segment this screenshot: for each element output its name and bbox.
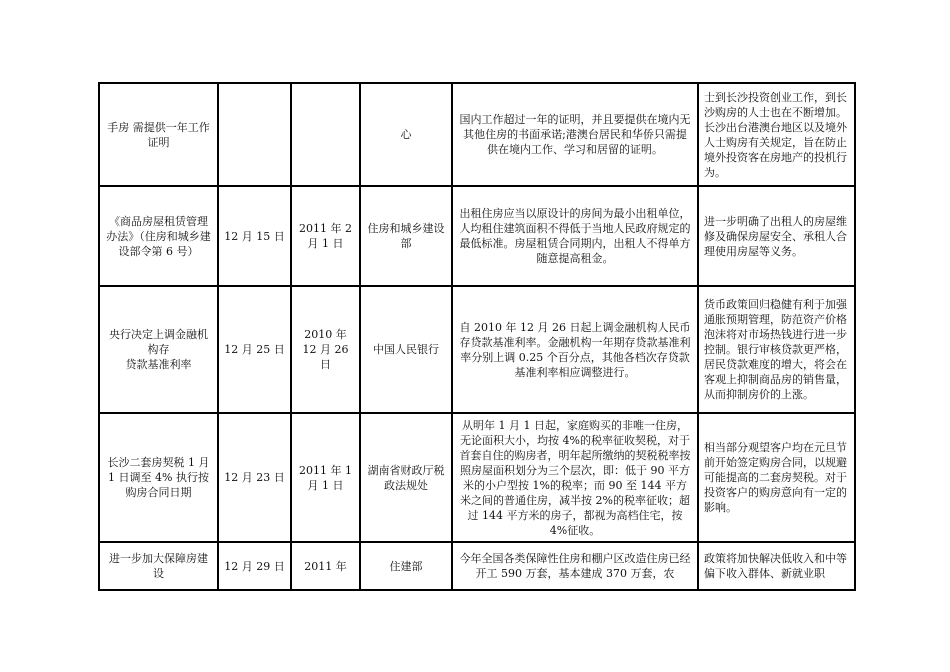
impact-cell: 货币政策回归稳健有利于加强通胀预期管理，防范资产价格泡沫将对市场热钱进行进一步控制。银行审核贷款更严格，居民贷款难度的增大，将会在客观上抑制商品房的销售量，从而抑制房价的上涨。 bbox=[698, 286, 855, 413]
policy-table bbox=[98, 82, 856, 591]
impact-cell: 士到长沙投资创业工作，到长沙购房的人士也在不断增加。长沙出台港澳台地区以及境外人士购房有关规定，旨在防止境外投资客在房地产的投机行为。 bbox=[698, 83, 855, 186]
table-row bbox=[99, 286, 855, 413]
department-cell: 心 bbox=[360, 83, 452, 186]
impact-cell: 进一步明确了出租人的房屋维修及确保房屋安全、承租人合理使用房屋等义务。 bbox=[698, 186, 855, 286]
effective-date-cell: 2011 年 2 月 1 日 bbox=[291, 186, 360, 286]
content-cell: 今年全国各类保障性住房和棚户区改造住房已经开工 590 万套，基本建成 370 万套，农 bbox=[452, 542, 698, 590]
content-cell: 出租住房应当以原设计的房间为最小出租单位，人均租住建筑面积不得低于当地人民政府规定的最低标准。房屋租赁合同期内，出租人不得单方随意提高租金。 bbox=[452, 186, 698, 286]
policy-name-cell: 长沙二套房契税 1 月 1 日调至 4% 执行按购房合同日期 bbox=[99, 413, 218, 542]
release-date-cell bbox=[218, 83, 291, 186]
policy-name-cell: 手房 需提供一年工作证明 bbox=[99, 83, 218, 186]
release-date-cell: 12 月 25 日 bbox=[218, 286, 291, 413]
release-date-cell: 12 月 15 日 bbox=[218, 186, 291, 286]
content-cell: 自 2010 年 12 月 26 日起上调金融机构人民币存贷款基准利率。金融机构一年期存贷款基准利率分别上调 0.25 个百分点，其他各档次存贷款基准利率相应调整进行。 bbox=[452, 286, 698, 413]
release-date-cell: 12 月 29 日 bbox=[218, 542, 291, 590]
effective-date-cell: 2011 年 1 月 1 日 bbox=[291, 413, 360, 542]
department-cell: 中国人民银行 bbox=[360, 286, 452, 413]
policy-name-cell: 《商品房屋租赁管理办法》（住房和城乡建设部令第 6 号） bbox=[99, 186, 218, 286]
effective-date-cell: 2011 年 bbox=[291, 542, 360, 590]
table-row bbox=[99, 413, 855, 542]
table-row bbox=[99, 186, 855, 286]
department-cell: 湖南省财政厅税政法规处 bbox=[360, 413, 452, 542]
policy-name-cell: 进一步加大保障房建设 bbox=[99, 542, 218, 590]
effective-date-cell: 2010 年 12 月 26 日 bbox=[291, 286, 360, 413]
table-row bbox=[99, 83, 855, 186]
impact-cell: 政策将加快解决低收入和中等偏下收入群体、新就业职 bbox=[698, 542, 855, 590]
effective-date-cell bbox=[291, 83, 360, 186]
content-cell: 国内工作超过一年的证明，并且要提供在境内无其他住房的书面承诺;港澳台居民和华侨只需提供在境内工作、学习和居留的证明。 bbox=[452, 83, 698, 186]
policy-name-cell: 央行决定上调金融机构存 贷款基准利率 bbox=[99, 286, 218, 413]
department-cell: 住房和城乡建设部 bbox=[360, 186, 452, 286]
content-cell: 从明年 1 月 1 日起，家庭购买的非唯一住房，无论面积大小，均按 4%的税率征收契税，对于首套自住的购房者，明年起所缴纳的契税税率按照房屋面积划分为三个层次，即：低于 90 平方米的小户型按 1%的税率；而 90 至 144 平方米之间的普通住房，减半按 2%的税率征收；超过 144 平方米的房子，都视为高档住宅，按 4%征收。 bbox=[452, 413, 698, 542]
impact-cell: 相当部分观望客户均在元旦节前开始签定购房合同，以规避可能提高的二套房契税。对于投资客户的购房意向有一定的影响。 bbox=[698, 413, 855, 542]
department-cell: 住建部 bbox=[360, 542, 452, 590]
table-row bbox=[99, 542, 855, 590]
release-date-cell: 12 月 23 日 bbox=[218, 413, 291, 542]
